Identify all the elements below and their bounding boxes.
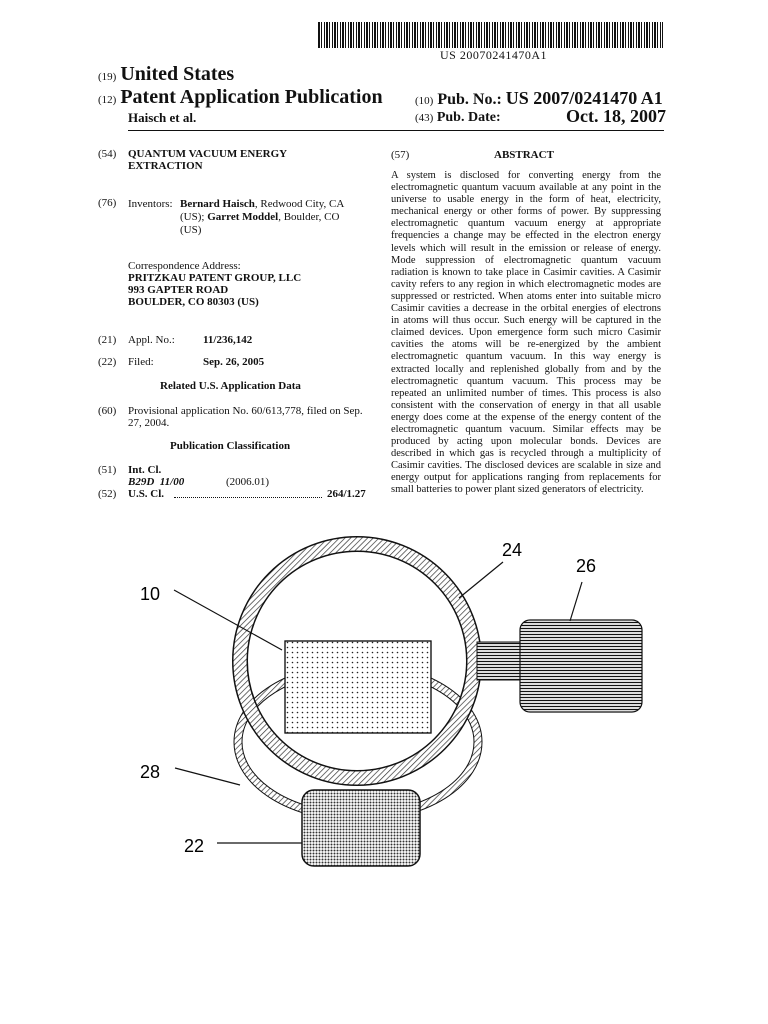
correspondence-city: BOULDER, CO 80303 (US)	[128, 296, 259, 308]
pub-date: Oct. 18, 2007	[566, 106, 666, 126]
uscl-value: 264/1.27	[327, 488, 366, 500]
uscl-leader	[174, 488, 322, 498]
ref-26: 26	[576, 556, 597, 576]
intcl-year: (2006.01)	[226, 476, 270, 488]
filed-code: (22)	[98, 356, 117, 368]
component-22	[302, 790, 420, 866]
uscl-code: (52)	[98, 488, 117, 500]
classification-heading: Publication Classification	[170, 440, 291, 452]
connector-bar	[477, 642, 525, 680]
inventor-2-country: (US)	[180, 224, 202, 236]
title-line-1: QUANTUM VACUUM ENERGY	[128, 148, 288, 160]
related-heading: Related U.S. Application Data	[160, 380, 301, 392]
correspondence-street: 993 GAPTER ROAD	[128, 284, 229, 296]
country: United States	[120, 63, 235, 85]
correspondence-name: PRITZKAU PATENT GROUP, LLC	[128, 272, 302, 284]
country-code: (19)	[98, 71, 117, 83]
intcl-class: B29D 11/00	[128, 476, 185, 488]
filed-label: Filed:	[128, 356, 154, 368]
ref-24: 24	[502, 540, 523, 560]
header-rule	[128, 130, 664, 131]
inventor-1-country: (US);	[180, 211, 208, 223]
ref-10: 10	[140, 584, 161, 604]
inventors-label: Inventors:	[128, 198, 173, 210]
intcl-code: (51)	[98, 464, 117, 476]
ref-28: 28	[140, 762, 161, 782]
inventor-2: Garret Moddel	[207, 211, 279, 223]
ref-22: 22	[184, 836, 205, 856]
kind-code: (12)	[98, 94, 117, 106]
pub-no-code: (10)	[415, 95, 434, 107]
intcl-label: Int. Cl.	[128, 464, 162, 476]
leader-26	[570, 582, 582, 621]
leader-28	[175, 768, 240, 785]
provisional-code: (60)	[98, 405, 117, 417]
inventor-line-1	[180, 198, 344, 211]
component-10-fill	[285, 641, 431, 733]
publication-kind: Patent Application Publication	[120, 86, 383, 108]
inventor-line-2	[180, 211, 339, 224]
appl-label: Appl. No.:	[128, 334, 175, 346]
appl-number: 11/236,142	[203, 334, 253, 346]
abstract-code: (57)	[391, 149, 410, 161]
correspondence-label: Correspondence Address:	[128, 260, 241, 272]
pub-date-code: (43)	[415, 112, 434, 124]
leader-24	[459, 562, 503, 598]
component-26	[520, 620, 642, 712]
inventor-1-location: , Redwood City, CA	[254, 198, 345, 210]
pub-date-label: Pub. Date:	[436, 110, 501, 125]
uscl-label: U.S. Cl.	[128, 488, 165, 500]
author: Haisch et al.	[128, 110, 197, 125]
abstract-heading: ABSTRACT	[494, 149, 554, 161]
barcode-pub-number: US 20070241470A1	[440, 48, 548, 62]
kind-line	[98, 86, 383, 109]
pub-date-line	[415, 110, 501, 126]
patent-figure	[0, 520, 768, 1024]
title-code: (54)	[98, 148, 117, 160]
filed-date: Sep. 26, 2005	[203, 356, 265, 368]
appl-code: (21)	[98, 334, 117, 346]
pub-no-label: Pub. No.:	[437, 91, 502, 108]
abstract-text: A system is disclosed for converting energy from the electromagnetic quantum vacuum available at any point in the universe to usable energy in the form of heat, electricity, mechanical energy or other forms of power. By suppressing electromagnetic quantum vacuum energy at appropriate frequencies a change may be effected in the electron energy levels which will result in the emission or release of energy. Mode suppression of electromagnetic quantum vacuum radiation is known to take place in Casimir cavities. A Casimir cavity refers to any region in which electromagnetic modes are suppressed or restricted. When atoms enter into suitable micro Casimir cavities a decrease in the orbital energies of electrons in atoms will thus occur. Such energy will be captured in the claimed devices. Upon emergence form such micro Casimir cavities the atoms will be re-energized by the ambient electromagnetic quantum vacuum. In this way energy is extracted locally and replenished globally from and by the electromagnetic quantum vacuum. This process may be repeated an unlimited number of times. This process is also consistent with the conservation of energy in that all usable energy does come at the expense of the energy content of the electromagnetic quantum vacuum. Similar effects may be produced by acting upon molecular bonds. Devices are described in which gas is recycled through a multiplicity of Casimir cavities. The disclosed devices are scalable in size and energy output for applications ranging from replacements for small batteries to power plant sized generators of electricity.	[391, 170, 661, 496]
provisional-line-2: 27, 2004.	[128, 417, 170, 429]
inventor-1: Bernard Haisch	[180, 198, 255, 210]
inventors-code: (76)	[98, 197, 117, 209]
provisional-line-1: Provisional application No. 60/613,778, filed on Sep.	[128, 405, 363, 417]
title-line-2: EXTRACTION	[128, 160, 203, 172]
country-line	[98, 63, 234, 86]
inventor-2-location: , Boulder, CO	[278, 211, 340, 223]
pub-no: US 2007/0241470 A1	[505, 88, 663, 108]
barcode	[318, 22, 663, 48]
